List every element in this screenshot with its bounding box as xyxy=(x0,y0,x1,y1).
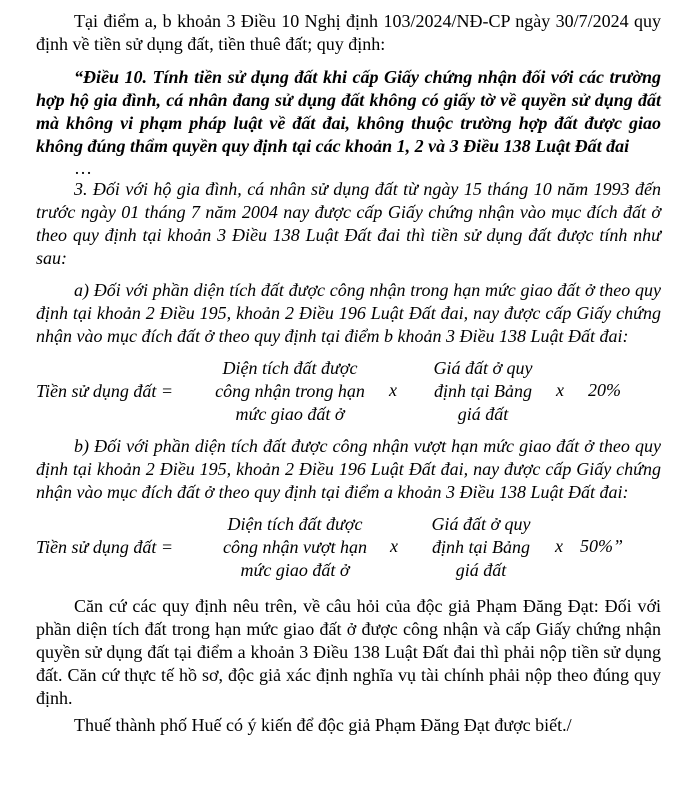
formula-b-price-line1: Giá đất ở quy xyxy=(431,514,531,534)
formula-b-area-line1: Diện tích đất được xyxy=(227,514,363,534)
formula-a-price xyxy=(418,357,548,426)
formula-b-rate: 50%” xyxy=(580,536,624,556)
formula-b-area-line2: công nhận vượt hạn xyxy=(223,537,367,557)
formula-a-area-line2: công nhận trong hạn xyxy=(215,381,365,401)
formula-a-times-2: x xyxy=(556,380,564,400)
conclusion-paragraph: Căn cứ các quy định nêu trên, về câu hỏi của độc giả Phạm Đăng Đạt: Đối với phần diện tích đất trong hạn mức giao đất ở được công nhận và cấp Giấy chứng nhận quyền sử dụng đất tại điểm a khoản 3 Điều 138 Luật Đất đai thì phải nộp tiền sử dụng đất. Căn cứ thực tế hồ sơ, độc giả xác định nghĩa vụ tài chính phải nộp theo đúng quy định. xyxy=(36,596,661,708)
intro-paragraph: Tại điểm a, b khoản 3 Điều 10 Nghị định 103/2024/NĐ-CP ngày 30/7/2024 quy định về tiền sử dụng đất, tiền thuê đất; quy định: xyxy=(36,11,661,54)
formula-b-price-line2: định tại Bảng xyxy=(432,537,530,557)
closing-paragraph: Thuế thành phố Huế có ý kiến để độc giả Phạm Đăng Đạt được biết./ xyxy=(74,715,572,735)
formula-a-area xyxy=(200,357,380,426)
formula-b-price xyxy=(416,513,546,582)
formula-a-area-line3: mức giao đất ở xyxy=(235,404,345,424)
formula-a-lhs: Tiền sử dụng đất = xyxy=(36,381,173,401)
formula-b-price-line3: giá đất xyxy=(455,560,507,580)
formula-a-area-line1: Diện tích đất được xyxy=(222,358,358,378)
formula-a-price-line3: giá đất xyxy=(457,404,509,424)
formula-a-price-line1: Giá đất ở quy xyxy=(433,358,533,378)
formula-a-times-1: x xyxy=(389,380,397,400)
point-b-paragraph: b) Đối với phần diện tích đất được công nhận vượt hạn mức giao đất ở theo quy định tại khoản 2 Điều 195, khoản 2 Điều 196 Luật Đất đai, nay được cấp Giấy chứng nhận vào mục đích đất ở theo quy định tại điểm a khoản 3 Điều 138 Luật Đất đai: xyxy=(36,436,661,502)
formula-a xyxy=(0,357,685,429)
formula-a-price-line2: định tại Bảng xyxy=(434,381,532,401)
article-10-heading: “Điều 10. Tính tiền sử dụng đất khi cấp Giấy chứng nhận đối với các trường hợp hộ gia đình, cá nhân đang sử dụng đất không có giấy tờ về quyền sử dụng đất mà không vi phạm pháp luật về đất đai, không thuộc trường hợp đất được giao không đúng thẩm quyền quy định tại các khoản 1, 2 và 3 Điều 138 Luật Đất đai xyxy=(36,67,661,156)
formula-b xyxy=(0,513,685,585)
ellipsis: … xyxy=(74,158,92,178)
formula-b-lhs: Tiền sử dụng đất = xyxy=(36,537,173,557)
point-a-paragraph: a) Đối với phần diện tích đất được công nhận trong hạn mức giao đất ở theo quy định tại khoản 2 Điều 195, khoản 2 Điều 196 Luật Đất đai, nay được cấp Giấy chứng nhận vào mục đích đất ở theo quy định tại điểm b khoản 3 Điều 138 Luật Đất đai: xyxy=(36,280,661,346)
formula-b-area-line3: mức giao đất ở xyxy=(240,560,350,580)
formula-b-times-2: x xyxy=(555,536,563,556)
formula-b-area xyxy=(205,513,385,582)
clause-3-paragraph: 3. Đối với hộ gia đình, cá nhân sử dụng đất từ ngày 15 tháng 10 năm 1993 đến trước ngày 01 tháng 7 năm 2004 nay được cấp Giấy chứng nhận vào mục đích đất ở theo quy định tại khoản 3 Điều 138 Luật Đất đai thì tiền sử dụng đất được tính như sau: xyxy=(36,179,661,268)
formula-b-times-1: x xyxy=(390,536,398,556)
formula-a-rate: 20% xyxy=(588,380,621,400)
